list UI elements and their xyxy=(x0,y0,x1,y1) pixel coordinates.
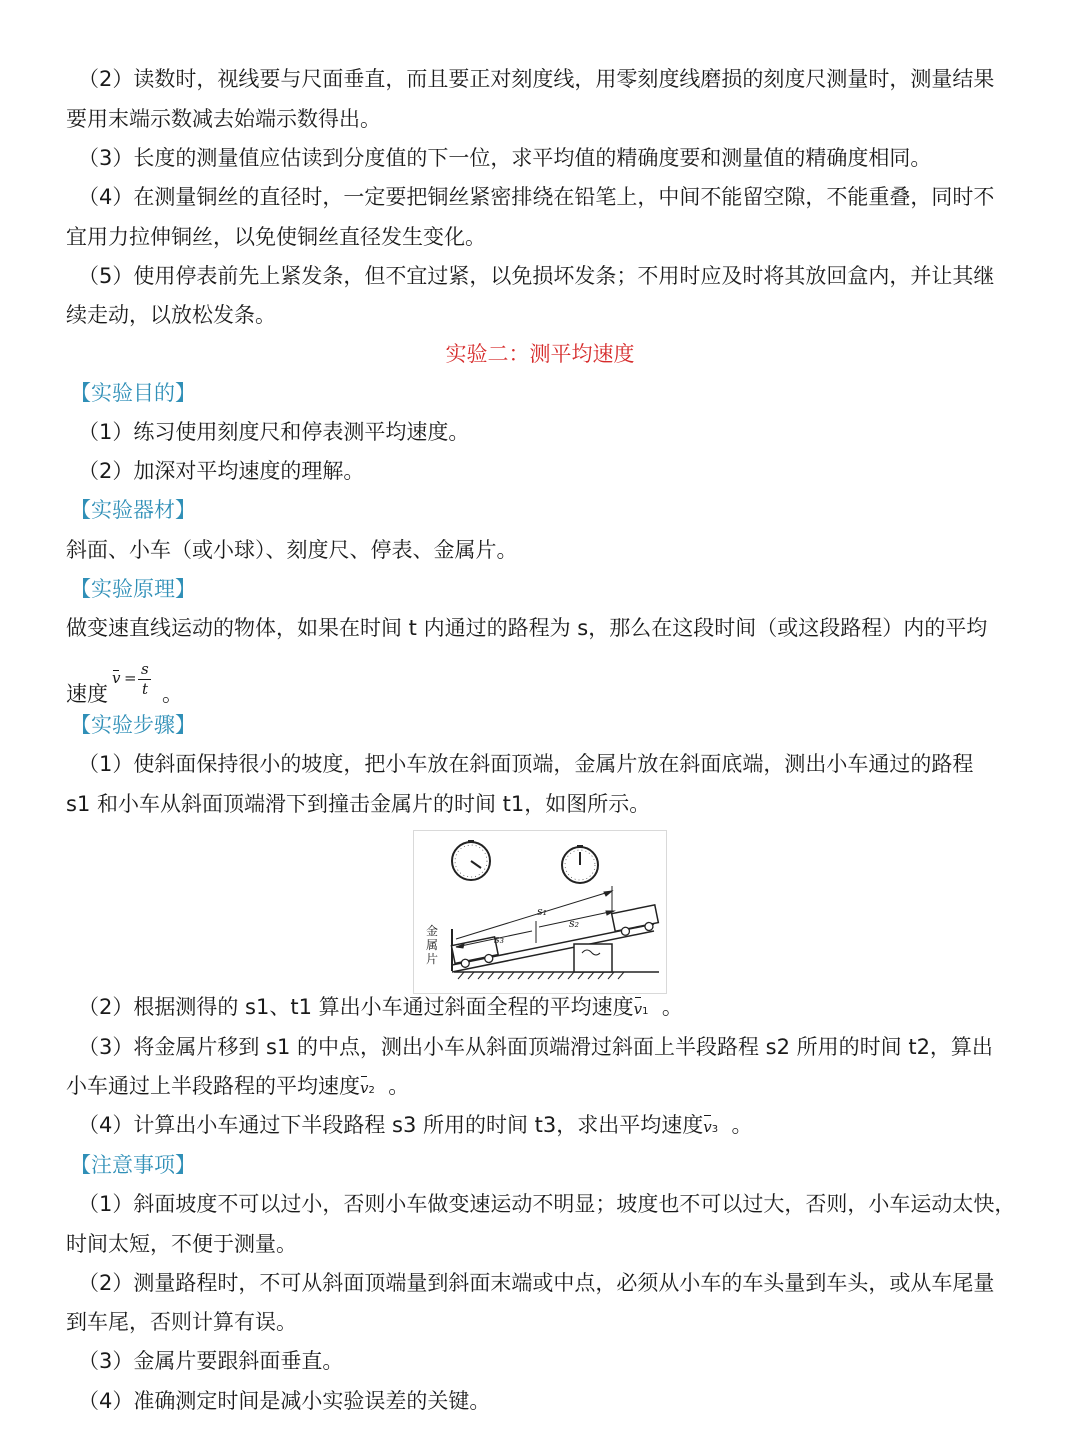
dimension-lines xyxy=(456,886,614,948)
v3-sub: 3 xyxy=(711,1124,719,1135)
note-2-line2: 要用末端示数减去始端示数得出。 xyxy=(66,107,381,131)
note-4-line1: （4）在测量铜丝的直径时，一定要把铜丝紧密排绕在铅笔上，中间不能留空隙，不能重叠，同时不 xyxy=(78,185,995,209)
label-metal-1: 金 xyxy=(426,924,439,938)
purpose-item-1: （1）练习使用刻度尺和停表测平均速度。 xyxy=(78,420,470,444)
experiment-title: 实验二：测平均速度 xyxy=(445,342,635,366)
formula-v: v xyxy=(112,669,121,687)
v3-symbol: v xyxy=(703,1114,711,1140)
step-2: （2）根据测得的 s1、t1 算出小车通过斜面全程的平均速度v1 。 xyxy=(78,994,1038,1025)
note-2-line1: （2）读数时，视线要与尺面垂直，而且要正对刻度线，用零刻度线磨损的刻度尺测量时，测量结果 xyxy=(78,67,995,91)
steps-heading: 【实验步骤】 xyxy=(70,713,196,737)
step-1-line1: （1）使斜面保持很小的坡度，把小车放在斜面顶端，金属片放在斜面底端，测出小车通过的路程 xyxy=(78,752,974,776)
label-metal-3: 片 xyxy=(426,952,439,966)
support-block xyxy=(574,944,612,972)
note-5-line1: （5）使用停表前先上紧发条，但不宜过紧，以免损坏发条；不用时应及时将其放回盒内，并让其继 xyxy=(78,264,995,288)
note-5-line2: 续走动，以放松发条。 xyxy=(66,303,276,327)
average-speed-formula xyxy=(110,660,160,700)
formula-denominator: t xyxy=(142,680,149,698)
step-4: （4）计算出小车通过下半段路程 s3 所用的时间 t3，求出平均速度v3 。 xyxy=(78,1112,1038,1143)
step-3-line1: （3）将金属片移到 s1 的中点，测出小车从斜面顶端滑过斜面上半段路程 s2 所用的时间 t2，算出 xyxy=(78,1035,993,1059)
equipment-heading: 【实验器材】 xyxy=(70,498,196,522)
v2-symbol: v xyxy=(360,1075,368,1101)
caution-4: （4）准确测定时间是减小实验误差的关键。 xyxy=(78,1389,491,1413)
note-3: （3）长度的测量值应估读到分度值的下一位，求平均值的精确度要和测量值的精确度相同。 xyxy=(78,146,932,170)
step-1-line2: s1 和小车从斜面顶端滑下到撞击金属片的时间 t1，如图所示。 xyxy=(66,792,651,816)
principle-line2-prefix: 速度 xyxy=(66,682,108,706)
caution-2-line2: 到车尾，否则计算有误。 xyxy=(66,1310,297,1334)
label-metal-2: 属 xyxy=(426,938,439,952)
formula-numerator: s xyxy=(141,660,149,678)
purpose-item-2: （2）加深对平均速度的理解。 xyxy=(78,459,365,483)
label-s2: s₂ xyxy=(569,917,580,930)
label-s3: s₃ xyxy=(494,933,505,946)
v1-symbol: v xyxy=(634,996,642,1022)
note-4-line2: 宜用力拉伸铜丝，以免使铜丝直径发生变化。 xyxy=(66,225,486,249)
equipment-text: 斜面、小车（或小球）、刻度尺、停表、金属片。 xyxy=(66,538,518,562)
ground-hatch xyxy=(454,972,659,979)
label-s1: s₁ xyxy=(537,905,548,918)
formula-equals: = xyxy=(124,669,137,687)
cart-top xyxy=(612,905,660,937)
caution-3: （3）金属片要跟斜面垂直。 xyxy=(78,1349,344,1373)
purpose-heading: 【实验目的】 xyxy=(70,381,196,405)
v2-sub: 2 xyxy=(368,1085,375,1096)
caution-1-line2: 时间太短，不便于测量。 xyxy=(66,1232,297,1256)
principle-line2-end: 。 xyxy=(162,682,183,706)
principle-heading: 【实验原理】 xyxy=(70,577,196,601)
step-3-line2: 小车通过上半段路程的平均速度v2 。 xyxy=(66,1073,1026,1104)
cautions-heading: 【注意事项】 xyxy=(70,1153,196,1177)
principle-line1: 做变速直线运动的物体，如果在时间 t 内通过的路程为 s，那么在这段时间（或这段路程）内的平均 xyxy=(66,616,988,640)
incline-diagram xyxy=(414,831,666,993)
stopwatch-left-icon xyxy=(452,840,490,880)
incline-experiment-figure xyxy=(413,830,667,994)
stopwatch-right-icon xyxy=(562,845,598,883)
v1-sub: 1 xyxy=(642,1006,649,1017)
caution-2-line1: （2）测量路程时，不可从斜面顶端量到斜面末端或中点，必须从小车的车头量到车头，或从车尾量 xyxy=(78,1271,995,1295)
caution-1-line1: （1）斜面坡度不可以过小，否则小车做变速运动不明显；坡度也不可以过大，否则，小车运动太快， xyxy=(78,1192,1016,1216)
